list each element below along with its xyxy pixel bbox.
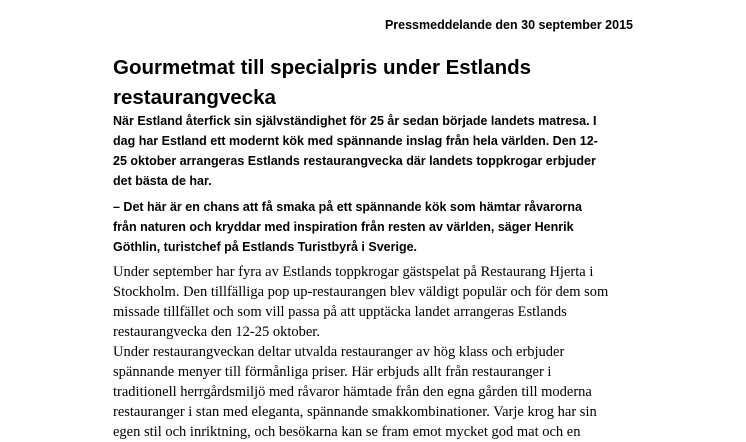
quote-line: Göthlin, turistchef på Estlands Turistbyrå i Sverige. [113, 240, 417, 254]
body-line: Under september har fyra av Estlands toppkrogar gästspelat på Restaurang Hjerta i [113, 264, 594, 280]
lead-line: dag har Estland ett modernt kök med spännande inslag från hela världen. Den 12- [113, 134, 598, 148]
body-line: missade tillfället och som vill passa på att upptäcka landet arrangeras Estlands [113, 304, 567, 320]
body-line: Under restaurangveckan deltar utvalda restauranger av hög klass och erbjuder [113, 344, 565, 360]
body-line: spännande menyer till förmånliga priser. Här erbjuds allt från restauranger i [113, 364, 552, 380]
lead-line: det bästa de har. [113, 174, 212, 188]
body-line: egen stil och inriktning, och besökarna kan se fram emot mycket god mat och en [113, 424, 581, 440]
quote-paragraph [113, 197, 673, 257]
headline-line: restaurangvecka [113, 86, 276, 109]
lead-line: När Estland återfick sin självständighet för 25 år sedan började landets matresa. I [113, 114, 597, 128]
quote-line: från naturen och kryddar med inspiration från resten av världen, säger Henrik [113, 220, 574, 234]
lead-paragraph [113, 111, 673, 191]
body-line: traditionell herrgårdsmiljö med råvaror hämtade från den egna gården till moderna [113, 384, 592, 400]
body-line: Stockholm. Den tillfälliga pop up-restaurangen blev väldigt populär och för dem som [113, 284, 609, 300]
body-paragraph-restaurangveckan [113, 342, 673, 442]
lead-line: 25 oktober arrangeras Estlands restaurangvecka där landets toppkrogar erbjuder [113, 154, 596, 168]
headline-line: Gourmetmat till specialpris under Estlands [113, 56, 532, 79]
dateline: Pressmeddelande den 30 september 2015 [384, 18, 633, 32]
body-line: restauranger i stan med eleganta, spännande smakkombinationer. Varje krog har sin [113, 404, 597, 420]
body-paragraph-september [113, 262, 673, 342]
headline [113, 53, 633, 113]
quote-line: – Det här är en chans att få smaka på ett spännande kök som hämtar råvarorna [113, 200, 582, 214]
body-line: restaurangvecka den 12-25 oktober. [113, 324, 320, 340]
